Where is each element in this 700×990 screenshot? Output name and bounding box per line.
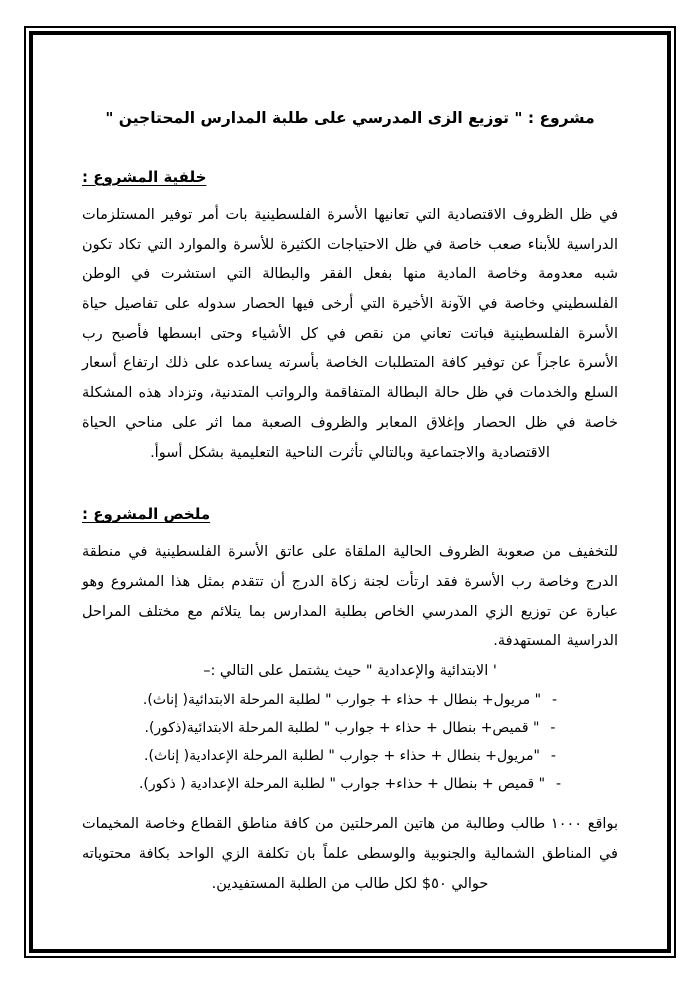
closing-paragraph: بواقع ١٠٠٠ طالب وطالبة من هاتين المرحلتين من كافة مناطق القطاع وخاصة المخيمات في المناطق الشمالية والجنوبية والوسطى علماً بان تكلفة الزي الواحد بكافة محتوياته حوالي ٥٠$ لكل طالب من الطلبة المستفيدين. xyxy=(82,816,618,892)
document-content xyxy=(26,28,674,956)
spacer xyxy=(82,131,618,165)
section-heading-summary-label: ملخص المشروع : xyxy=(82,505,211,524)
list-item-label: " قميص+ بنطال + حذاء + جوارب " لطلبة المرحلة الابتدائية(ذكور). xyxy=(144,720,540,737)
list-item xyxy=(82,770,618,798)
spacer xyxy=(82,189,618,201)
section-heading-background-label: خلفية المشروع : xyxy=(82,167,207,186)
list-bullet-dash: - xyxy=(556,776,562,793)
list-item-label: " مريول+ بنطال + حذاء + جوارب " لطلبة المرحلة الابتدائية( إناث). xyxy=(142,692,542,709)
list-item xyxy=(82,686,618,714)
list-intro-line: ' الابتدائية والإعدادية " حيث يشتمل على التالي :– xyxy=(203,663,497,680)
section-background-body: في ظل الظروف الاقتصادية التي تعانيها الأسرة الفلسطينية بات أمر توفير المستلزمات الدراسية للأبناء صعب خاصة في ظل الاحتياجات الكثيرة للأسرة والموارد التي تكاد تكون شبه معدومة وخاصة المادية منها بفعل الفقر والبطالة التي استشرت في الوطن الفلسطيني وخاصة في الآونة الأخيرة التي أرخى فيها الحصار سدوله على تفاصيل حياة الأسرة الفلسطينية فباتت تعاني من نقص في كل الأشياء وحتى ابسطها فأصبح رب الأسرة عاجزاً عن توفير كافة المتطلبات الخاصة بأسرته يساعده على ذلك ارتفاع أسعار السلع والخدمات في ظل حالة البطالة المتفاقمة والرواتب المتدنية، وتزداد هذه المشكلة خاصة في ظل الحصار وإغلاق المعابر والظروف الصعبة مما اثر على مناحي الحياة الاقتصادية والاجتماعية وبالتالي تأثرت الناحية التعليمية بشكل أسوأ. xyxy=(82,206,618,461)
list-bullet-dash: - xyxy=(552,692,558,709)
uniform-components-list xyxy=(82,686,618,798)
section-heading-background xyxy=(82,165,618,189)
list-item-label: "مريول+ بنطال + حذاء + جوارب " لطلبة المرحلة الإعدادية( إناث). xyxy=(144,748,540,765)
list-item-label: " قميص + بنطال + حذاء+ جوارب " لطلبة المرحلة الإعدادية ( ذكور). xyxy=(138,776,546,793)
spacer xyxy=(82,468,618,502)
list-bullet-dash: - xyxy=(550,720,556,737)
section-heading-summary xyxy=(82,502,618,526)
spacer xyxy=(82,526,618,538)
list-item xyxy=(82,742,618,770)
list-item xyxy=(82,714,618,742)
spacer xyxy=(82,798,618,810)
page-title: مشروع : " توزيع الزى المدرسي على طلبة المدارس المحتاجين " xyxy=(105,109,595,127)
section-summary-body: للتخفيف من صعوبة الظروف الحالية الملقاة على عاتق الأسرة الفلسطينية في منطقة الدرج وخاصة رب الأسرة فقد ارتأت لجنة زكاة الدرج أن تتقدم بمثل هذا المشروع وهو عبارة عن توزيع الزي المدرسي الخاص بطلبة المدارس بما يتلائم مع مختلف المراحل الدراسية المستهدفة. xyxy=(82,544,618,650)
list-bullet-dash: - xyxy=(550,748,556,765)
